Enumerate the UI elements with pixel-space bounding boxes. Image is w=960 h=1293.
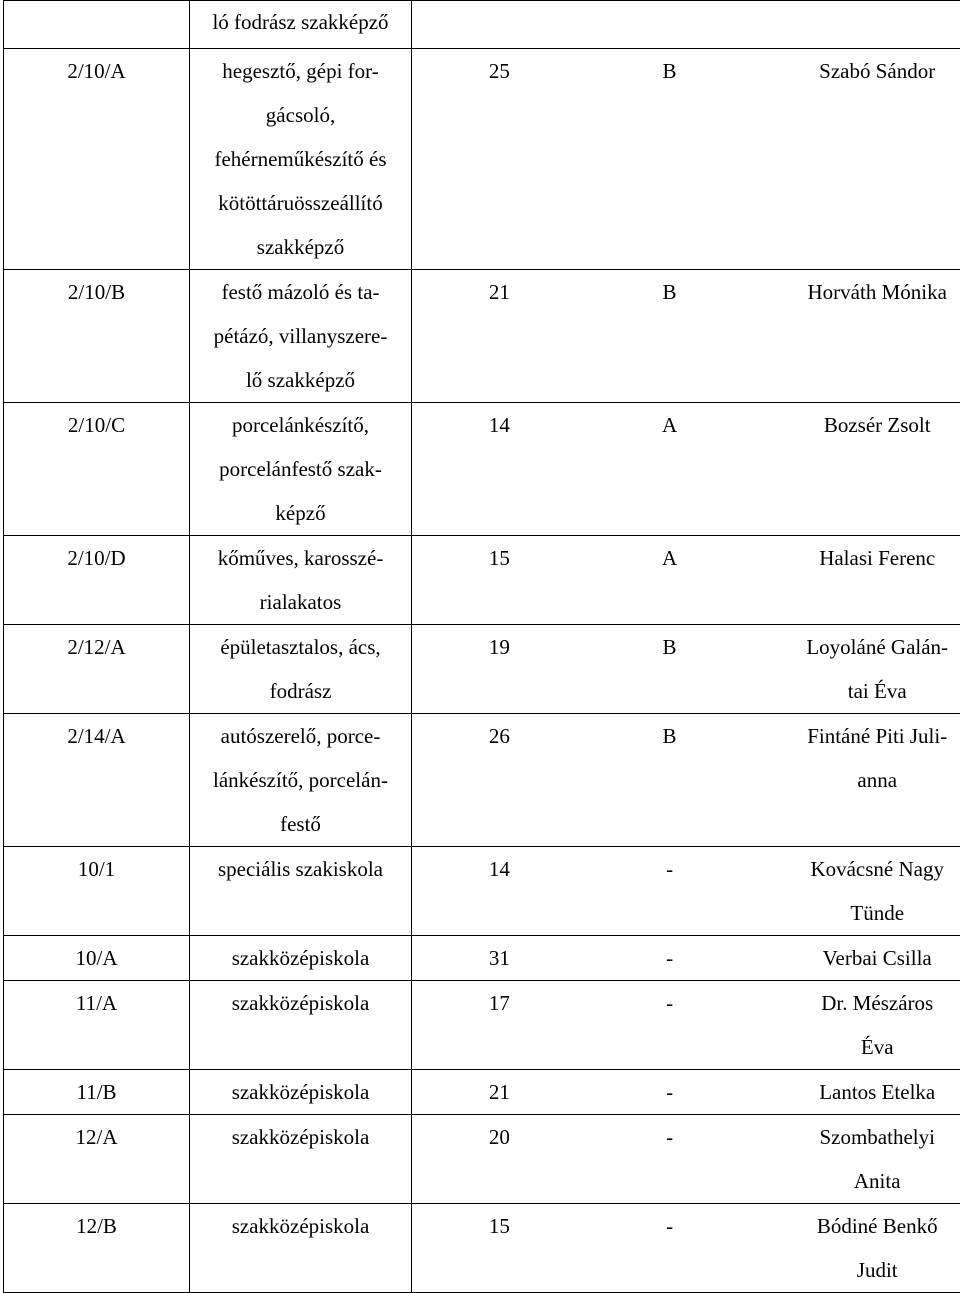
program-name: porcelánkészítő, porcelánfestő szak- képző [190,403,411,535]
group-type: B [587,714,753,802]
class-code: 2/10/D [4,536,189,580]
details-group [412,1204,960,1292]
program-cell [190,1,412,49]
table-row [4,714,960,847]
table-row [4,625,960,714]
student-count: 15 [412,536,587,580]
details-cell [412,1,960,49]
program-cell [190,1115,412,1204]
class-code: 10/1 [4,847,189,891]
class-code: 2/10/C [4,403,189,447]
program-name: szakközépiskola [190,936,411,980]
group-type: A [587,536,753,580]
details-cell [412,625,960,714]
details-group [412,49,960,93]
teacher-name: Verbai Csilla [752,936,960,980]
group-type: B [587,49,753,93]
class-code: 2/12/A [4,625,189,669]
program-name: ló fodrász szakképző [190,1,411,43]
details-group [412,1115,960,1203]
program-cell [190,625,412,714]
details-cell [412,847,960,936]
details-group [412,847,960,935]
class-code: 11/A [4,981,189,1025]
program-name: autószerelő, porce- lánkészítő, porcelán- festő [190,714,411,846]
program-name: szakközépiskola [190,1070,411,1114]
program-cell [190,1204,412,1293]
details-group [412,1070,960,1114]
class-cell [4,270,190,403]
program-name: hegesztő, gépi for- gácsoló, fehérneműkészítő és kötöttáruösszeállító szakképző [190,49,411,269]
class-code: 2/14/A [4,714,189,758]
details-cell [412,1070,960,1115]
details-cell [412,1115,960,1204]
teacher-name: Szabó Sándor [752,49,960,93]
class-cell [4,847,190,936]
details-cell [412,403,960,536]
class-code: 10/A [4,936,189,980]
class-code: 2/10/A [4,49,189,93]
program-cell [190,536,412,625]
table-row [4,936,960,981]
class-code: 12/B [4,1204,189,1248]
program-cell [190,1070,412,1115]
teacher-name: Dr. Mészáros Éva [752,981,960,1069]
student-count: 21 [412,270,587,314]
teacher-name: Bozsér Zsolt [752,403,960,447]
details-group [412,981,960,1069]
student-count: 31 [412,936,587,980]
teacher-name: Bódiné Benkő Judit [752,1204,960,1292]
table-row [4,270,960,403]
teacher-name: Szombathelyi Anita [752,1115,960,1203]
class-cell [4,49,190,270]
student-count: 20 [412,1115,587,1203]
class-cell [4,1,190,49]
table-row [4,1204,960,1293]
student-count: 15 [412,1204,587,1292]
group-type: - [587,847,753,935]
program-cell [190,270,412,403]
class-code: 12/A [4,1115,189,1159]
table-row [4,1,960,49]
student-count: 19 [412,625,587,713]
student-count: 14 [412,403,587,447]
program-cell [190,403,412,536]
details-group [412,936,960,980]
class-table [3,0,960,1293]
group-type: B [587,270,753,314]
group-type: - [587,981,753,1069]
details-cell [412,270,960,403]
class-cell [4,936,190,981]
program-name: festő mázoló és ta- pétázó, villanyszere- lő szakképző [190,270,411,402]
table-row [4,403,960,536]
class-code: 11/B [4,1070,189,1114]
student-count: 25 [412,49,587,93]
details-cell [412,1204,960,1293]
table-row [4,1070,960,1115]
class-cell [4,403,190,536]
details-group [412,536,960,580]
table-row [4,981,960,1070]
teacher-name: Lantos Etelka [752,1070,960,1114]
group-type: - [587,1115,753,1203]
details-cell [412,714,960,847]
program-cell [190,936,412,981]
group-type: - [587,1070,753,1114]
program-name: kőműves, karosszé- rialakatos [190,536,411,624]
table-row [4,536,960,625]
program-name: szakközépiskola [190,981,411,1025]
class-cell [4,536,190,625]
class-code: 2/10/B [4,270,189,314]
details-cell [412,981,960,1070]
details-group [412,714,960,802]
group-type: - [587,936,753,980]
student-count: 21 [412,1070,587,1114]
group-type: - [587,1204,753,1292]
class-cell [4,1204,190,1293]
class-table-body [4,1,960,1293]
teacher-name: Horváth Mónika [752,270,960,314]
details-group [412,403,960,447]
group-type: B [587,625,753,713]
program-name: speciális szakiskola [190,847,411,891]
group-type: A [587,403,753,447]
details-cell [412,49,960,270]
class-cell [4,1115,190,1204]
details-group [412,625,960,713]
class-cell [4,714,190,847]
program-name: szakközépiskola [190,1115,411,1159]
program-cell [190,49,412,270]
table-row [4,49,960,270]
program-name: szakközépiskola [190,1204,411,1248]
details-cell [412,536,960,625]
student-count: 17 [412,981,587,1069]
teacher-name: Kovácsné Nagy Tünde [752,847,960,935]
student-count: 26 [412,714,587,802]
class-cell [4,625,190,714]
program-name: épületasztalos, ács, fodrász [190,625,411,713]
program-cell [190,981,412,1070]
class-cell [4,1070,190,1115]
program-cell [190,847,412,936]
teacher-name: Fintáné Piti Juli- anna [752,714,960,802]
student-count: 14 [412,847,587,935]
details-group [412,270,960,314]
table-row [4,1115,960,1204]
details-cell [412,936,960,981]
table-row [4,847,960,936]
class-cell [4,981,190,1070]
program-cell [190,714,412,847]
teacher-name: Loyoláné Galán- tai Éva [752,625,960,713]
teacher-name: Halasi Ferenc [752,536,960,580]
